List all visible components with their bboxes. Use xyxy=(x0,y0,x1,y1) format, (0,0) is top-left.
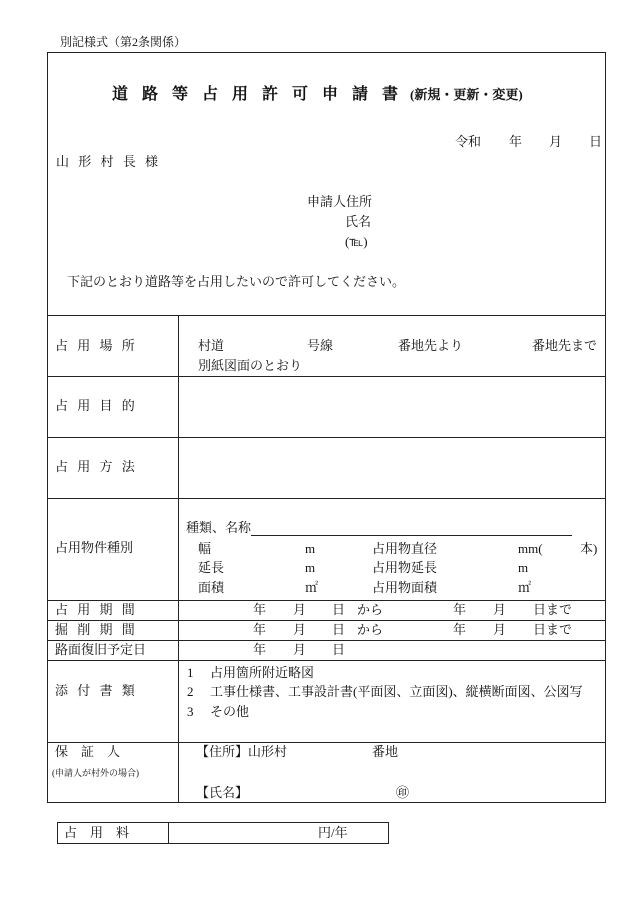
location-route: 号線 xyxy=(307,338,334,353)
purpose-label: 占 用 目 的 xyxy=(55,398,138,413)
guarantor-name-label: 【氏名】 xyxy=(196,785,249,800)
date-day: 日 xyxy=(589,134,603,149)
diameter-unit: mm( xyxy=(518,541,543,556)
row-divider xyxy=(47,660,606,661)
excavation-start-year: 年 xyxy=(253,622,267,637)
length-label: 延長 xyxy=(198,560,225,575)
length-unit: m xyxy=(305,560,316,575)
guarantor-note: (申請人が村外の場合) xyxy=(52,768,139,778)
area-unit: ㎡ xyxy=(305,580,319,595)
guarantor-label: 保 証 人 xyxy=(55,744,121,759)
row-divider xyxy=(47,742,606,743)
row-divider xyxy=(47,437,606,438)
restoration-day: 日 xyxy=(332,642,346,657)
applicant-tel-label: (℡) xyxy=(345,234,368,249)
row-divider xyxy=(47,315,606,316)
area-label: 面積 xyxy=(198,580,225,595)
occupancy-start-year: 年 xyxy=(253,602,267,617)
object-type-label: 占用物件種別 xyxy=(55,540,134,555)
attachments-label: 添 付 書 類 xyxy=(55,683,138,698)
attachment-item-number: 2 xyxy=(187,684,194,699)
restoration-year: 年 xyxy=(253,642,267,657)
guarantor-address-label: 【住所】山形村 xyxy=(196,744,288,759)
applicant-address-label: 申請人住所 xyxy=(307,194,373,209)
occ-length-label: 占用物延長 xyxy=(372,560,438,575)
form-title: 道 路 等 占 用 許 可 申 請 書 xyxy=(112,86,404,103)
excavation-from: から xyxy=(357,622,384,637)
form-reference: 別記様式（第2条関係） xyxy=(60,35,187,49)
occupancy-start-day: 日 xyxy=(332,602,346,617)
attachment-item-text: 占用箇所附近略図 xyxy=(210,665,315,680)
addressee: 山 形 村 長 様 xyxy=(56,154,162,169)
guarantor-banchi: 番地 xyxy=(372,744,399,759)
occupancy-start-month: 月 xyxy=(293,602,307,617)
width-label: 幅 xyxy=(198,541,212,556)
attachment-item-text: その他 xyxy=(210,704,250,719)
fee-divider xyxy=(168,822,169,844)
applicant-name-label: 氏名 xyxy=(345,214,372,229)
fee-unit: 円/年 xyxy=(318,825,348,840)
occupancy-until: 日まで xyxy=(533,602,573,617)
restoration-month: 月 xyxy=(293,642,307,657)
seal-icon: ㊞ xyxy=(396,785,410,800)
object-kind-label: 種類、名称 xyxy=(186,520,252,535)
occ-area-label: 占用物面積 xyxy=(372,580,438,595)
excavation-start-day: 日 xyxy=(332,622,346,637)
date-year: 年 xyxy=(509,134,523,149)
occ-area-unit: ㎡ xyxy=(518,580,532,595)
attachment-item-number: 1 xyxy=(187,665,194,680)
occupancy-period-label: 占 用 期 間 xyxy=(55,602,138,617)
location-road: 村道 xyxy=(198,338,225,353)
row-divider xyxy=(47,376,606,377)
date-month: 月 xyxy=(549,134,563,149)
occupancy-end-month: 月 xyxy=(493,602,507,617)
width-unit: m xyxy=(305,541,316,556)
occupancy-from: から xyxy=(357,602,384,617)
method-label: 占 用 方 法 xyxy=(55,459,138,474)
occupancy-end-year: 年 xyxy=(453,602,467,617)
request-text: 下記のとおり道路等を占用したいので許可してください。 xyxy=(67,274,406,289)
row-divider xyxy=(47,620,606,621)
excavation-start-month: 月 xyxy=(293,622,307,637)
location-label: 占 用 場 所 xyxy=(55,338,138,353)
row-divider xyxy=(47,498,606,499)
location-note: 別紙図面のとおり xyxy=(198,358,303,373)
excavation-end-year: 年 xyxy=(453,622,467,637)
location-to: 番地先まで xyxy=(532,338,598,353)
excavation-period-label: 掘 削 期 間 xyxy=(55,622,138,637)
excavation-until: 日まで xyxy=(533,622,573,637)
row-divider xyxy=(47,640,606,641)
attachment-item-text: 工事仕様書、工事設計書(平面図、立面図)、縦横断面図、公図写 xyxy=(210,684,583,699)
excavation-end-month: 月 xyxy=(493,622,507,637)
fee-label: 占 用 料 xyxy=(64,825,130,840)
occ-length-unit: m xyxy=(518,560,529,575)
restoration-date-label: 路面復旧予定日 xyxy=(55,642,147,657)
object-kind-underline xyxy=(251,535,572,536)
attachment-item-number: 3 xyxy=(187,704,194,719)
column-divider xyxy=(178,315,179,803)
diameter-label: 占用物直径 xyxy=(372,541,438,556)
count-unit: 本) xyxy=(580,541,598,556)
location-from: 番地先より xyxy=(398,338,464,353)
date-era: 令和 xyxy=(455,134,482,149)
row-divider xyxy=(47,600,606,601)
form-title-suffix: (新規・更新・変更) xyxy=(410,87,523,102)
